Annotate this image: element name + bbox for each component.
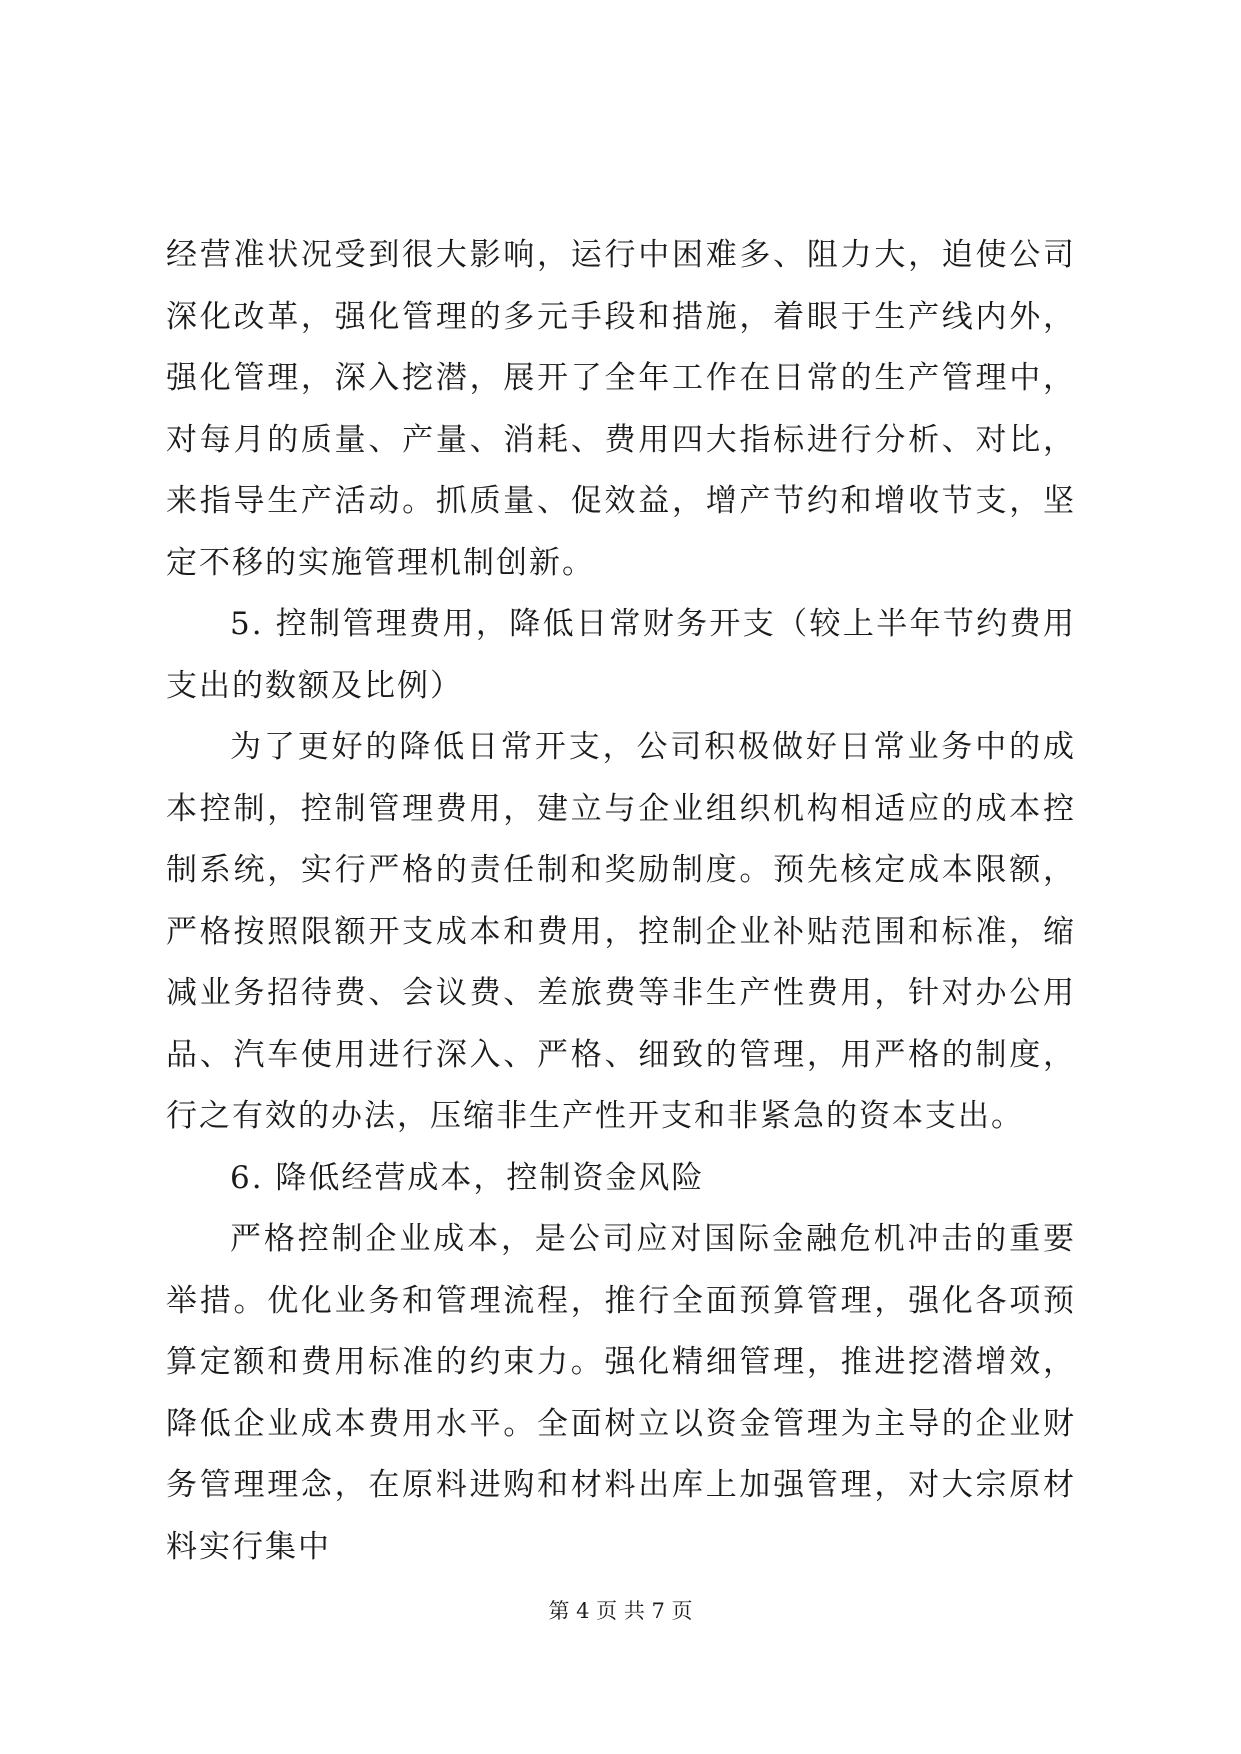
page-number-footer: 第 4 页 共 7 页 <box>548 1599 693 1623</box>
paragraph-cost-control: 严格控制企业成本，是公司应对国际金融危机冲击的重要举措。优化业务和管理流程，推行全面预算管理，强化各项预算定额和费用标准的约束力。强化精细管理，推进挖潜增效，降低企业成本费用水平。全面树立以资金管理为主导的企业财务管理理念，在原料进购和材料出库上加强管理，对大宗原材料实行集中 <box>166 1221 1076 1565</box>
section-heading-5: 5. 控制管理费用，降低日常财务开支（较上半年节约费用支出的数额及比例） <box>166 606 1076 704</box>
paragraph-expense-control: 为了更好的降低日常开支，公司积极做好日常业务中的成本控制，控制管理费用，建立与企业组织机构相适应的成本控制系统，实行严格的责任制和奖励制度。预先核定成本限额，严格按照限额开支成本和费用，控制企业补贴范围和标准，缩减业务招待费、会议费、差旅费等非生产性费用，针对办公用品、汽车使用进行深入、严格、细致的管理，用严格的制度，行之有效的办法，压缩非生产性开支和非紧急的资本支出。 <box>166 729 1076 1134</box>
section-heading-6: 6. 降低经营成本，控制资金风险 <box>230 1159 705 1196</box>
paragraph-continuation: 经营准状况受到很大影响，运行中困难多、阻力大，迫使公司深化改革，强化管理的多元手段和措施，着眼于生产线内外，强化管理，深入挖潜，展开了全年工作在日常的生产管理中，对每月的质量、产量、消耗、费用四大指标进行分析、对比，来指导生产活动。抓质量、促效益，增产节约和增收节支，坚定不移的实施管理机制创新。 <box>166 237 1076 581</box>
document-body <box>166 225 1076 1578</box>
